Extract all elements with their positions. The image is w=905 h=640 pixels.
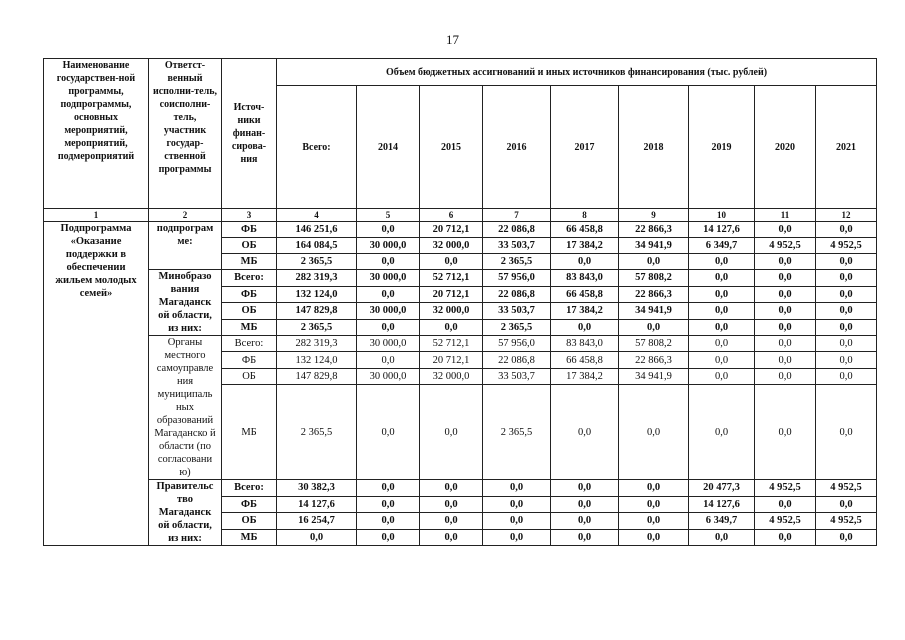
value-year: 0,0 (689, 336, 755, 352)
value-year: 0,0 (551, 529, 619, 546)
value-year: 52 712,1 (420, 270, 483, 287)
value-total: 146 251,6 (277, 222, 357, 238)
col-index: 9 (619, 209, 689, 222)
value-year: 17 384,2 (551, 238, 619, 254)
value-year: 0,0 (755, 270, 816, 287)
value-year: 66 458,8 (551, 222, 619, 238)
value-year: 32 000,0 (420, 368, 483, 384)
col-header-year: 2020 (755, 86, 816, 209)
value-year: 33 503,7 (483, 238, 551, 254)
value-year: 34 941,9 (619, 368, 689, 384)
value-year: 0,0 (420, 480, 483, 497)
table-row (44, 480, 877, 497)
value-year: 30 000,0 (357, 303, 420, 320)
value-year: 0,0 (755, 303, 816, 320)
value-year: 0,0 (357, 480, 420, 497)
col-index: 11 (755, 209, 816, 222)
value-year: 6 349,7 (689, 238, 755, 254)
value-year: 0,0 (357, 222, 420, 238)
funding-source: МБ (222, 319, 277, 336)
subprogram-name: Подпрограмма «Оказание поддержки в обеспечении жильем молодых семей» (44, 222, 149, 546)
value-year: 0,0 (755, 319, 816, 336)
col-index: 12 (816, 209, 877, 222)
value-year: 57 956,0 (483, 336, 551, 352)
value-year: 0,0 (357, 254, 420, 270)
funding-source: Всего: (222, 480, 277, 497)
col-header-year: 2017 (551, 86, 619, 209)
funding-source: ОБ (222, 368, 277, 384)
value-year: 0,0 (755, 529, 816, 546)
funding-source: ФБ (222, 496, 277, 513)
col-header-year: 2018 (619, 86, 689, 209)
value-year: 34 941,9 (619, 238, 689, 254)
value-year: 0,0 (689, 385, 755, 480)
header-row-1 (44, 59, 877, 86)
value-year: 0,0 (689, 319, 755, 336)
responsible-executor: подпрограм ме: (149, 222, 222, 270)
col-header-year: 2019 (689, 86, 755, 209)
value-year: 0,0 (357, 352, 420, 368)
responsible-executor: Правительс тво Магаданск ой области, из них: (149, 480, 222, 546)
value-year: 0,0 (755, 368, 816, 384)
col-index: 3 (222, 209, 277, 222)
funding-source: ФБ (222, 222, 277, 238)
value-year: 0,0 (357, 529, 420, 546)
col-index: 1 (44, 209, 149, 222)
value-year: 20 712,1 (420, 286, 483, 303)
col-header-name: Наименование государствен-ной программы, подпрограммы, основных мероприятий, мероприятий, подмероприятий (44, 59, 149, 209)
value-year: 0,0 (420, 254, 483, 270)
value-total: 164 084,5 (277, 238, 357, 254)
value-year: 0,0 (689, 368, 755, 384)
value-year: 0,0 (816, 319, 877, 336)
value-year: 0,0 (755, 286, 816, 303)
value-year: 14 127,6 (689, 222, 755, 238)
value-year: 22 866,3 (619, 222, 689, 238)
value-year: 0,0 (816, 222, 877, 238)
value-year: 6 349,7 (689, 513, 755, 530)
value-year: 32 000,0 (420, 238, 483, 254)
value-year: 0,0 (551, 496, 619, 513)
value-year: 66 458,8 (551, 286, 619, 303)
value-year: 0,0 (619, 529, 689, 546)
value-year: 0,0 (816, 254, 877, 270)
funding-source: МБ (222, 385, 277, 480)
value-year: 4 952,5 (755, 480, 816, 497)
value-year: 0,0 (619, 480, 689, 497)
col-header-source: Источ-ники финан-сирова-ния (222, 59, 277, 209)
table-row (44, 270, 877, 287)
value-year: 32 000,0 (420, 303, 483, 320)
col-index: 4 (277, 209, 357, 222)
value-year: 0,0 (689, 529, 755, 546)
col-index: 2 (149, 209, 222, 222)
col-header-total: Всего: (277, 86, 357, 209)
value-total: 2 365,5 (277, 254, 357, 270)
page-number: 17 (446, 32, 459, 47)
value-year: 0,0 (689, 286, 755, 303)
value-year: 0,0 (816, 368, 877, 384)
responsible-executor: Органы местного самоуправле ния муниципаль ных образований Магаданско й области (по согласовани ю) (149, 336, 222, 480)
funding-source: ОБ (222, 238, 277, 254)
value-year: 0,0 (357, 286, 420, 303)
value-year: 0,0 (551, 480, 619, 497)
value-year: 0,0 (420, 385, 483, 480)
value-year: 0,0 (619, 319, 689, 336)
value-year: 52 712,1 (420, 336, 483, 352)
value-year: 0,0 (816, 303, 877, 320)
value-year: 0,0 (551, 513, 619, 530)
funding-source: ОБ (222, 513, 277, 530)
value-year: 57 808,2 (619, 336, 689, 352)
value-year: 0,0 (689, 270, 755, 287)
value-year: 22 086,8 (483, 286, 551, 303)
value-year: 30 000,0 (357, 336, 420, 352)
value-total: 132 124,0 (277, 286, 357, 303)
funding-source: ФБ (222, 352, 277, 368)
value-total: 282 319,3 (277, 270, 357, 287)
value-year: 17 384,2 (551, 303, 619, 320)
value-year: 4 952,5 (816, 238, 877, 254)
value-year: 2 365,5 (483, 385, 551, 480)
index-row (44, 209, 877, 222)
value-year: 22 086,8 (483, 352, 551, 368)
value-year: 83 843,0 (551, 270, 619, 287)
col-index: 10 (689, 209, 755, 222)
value-year: 0,0 (816, 385, 877, 480)
value-year: 0,0 (816, 336, 877, 352)
value-year: 0,0 (551, 319, 619, 336)
value-year: 0,0 (619, 496, 689, 513)
value-year: 0,0 (420, 496, 483, 513)
value-year: 20 712,1 (420, 352, 483, 368)
value-year: 0,0 (483, 480, 551, 497)
value-year: 83 843,0 (551, 336, 619, 352)
value-year: 0,0 (755, 385, 816, 480)
value-total: 16 254,7 (277, 513, 357, 530)
value-total: 2 365,5 (277, 319, 357, 336)
value-year: 0,0 (755, 496, 816, 513)
value-year: 17 384,2 (551, 368, 619, 384)
value-year: 0,0 (689, 303, 755, 320)
value-year: 0,0 (483, 529, 551, 546)
funding-source: ОБ (222, 303, 277, 320)
col-header-year: 2014 (357, 86, 420, 209)
value-year: 4 952,5 (816, 480, 877, 497)
value-year: 2 365,5 (483, 254, 551, 270)
col-index: 5 (357, 209, 420, 222)
responsible-executor: Минобразо вания Магаданск ой области, из них: (149, 270, 222, 336)
col-index: 7 (483, 209, 551, 222)
value-year: 33 503,7 (483, 368, 551, 384)
funding-source: Всего: (222, 336, 277, 352)
value-total: 2 365,5 (277, 385, 357, 480)
value-year: 0,0 (357, 319, 420, 336)
value-year: 4 952,5 (755, 238, 816, 254)
value-year: 30 000,0 (357, 368, 420, 384)
value-total: 132 124,0 (277, 352, 357, 368)
value-total: 14 127,6 (277, 496, 357, 513)
value-year: 34 941,9 (619, 303, 689, 320)
col-header-responsible: Ответст-венный исполни-тель, соисполни-тель, участник государ-ственной программы (149, 59, 222, 209)
value-year: 0,0 (816, 529, 877, 546)
value-year: 0,0 (483, 513, 551, 530)
col-index: 6 (420, 209, 483, 222)
funding-source: МБ (222, 529, 277, 546)
value-year: 0,0 (483, 496, 551, 513)
funding-source: Всего: (222, 270, 277, 287)
value-year: 0,0 (357, 385, 420, 480)
value-total: 147 829,8 (277, 368, 357, 384)
value-year: 0,0 (619, 513, 689, 530)
value-year: 0,0 (755, 352, 816, 368)
value-year: 0,0 (420, 529, 483, 546)
value-year: 0,0 (619, 385, 689, 480)
value-year: 4 952,5 (816, 513, 877, 530)
value-year: 33 503,7 (483, 303, 551, 320)
value-year: 20 712,1 (420, 222, 483, 238)
col-header-year: 2015 (420, 86, 483, 209)
value-year: 22 866,3 (619, 352, 689, 368)
value-year: 0,0 (689, 352, 755, 368)
value-total: 282 319,3 (277, 336, 357, 352)
value-year: 0,0 (755, 336, 816, 352)
value-year: 0,0 (551, 385, 619, 480)
value-year: 4 952,5 (755, 513, 816, 530)
value-year: 22 866,3 (619, 286, 689, 303)
value-total: 30 382,3 (277, 480, 357, 497)
value-year: 0,0 (816, 352, 877, 368)
value-year: 0,0 (755, 222, 816, 238)
col-header-year: 2021 (816, 86, 877, 209)
col-header-group: Объем бюджетных ассигнований и иных источников финансирования (тыс. рублей) (277, 59, 877, 86)
value-year: 14 127,6 (689, 496, 755, 513)
value-year: 2 365,5 (483, 319, 551, 336)
value-year: 0,0 (816, 270, 877, 287)
value-year: 66 458,8 (551, 352, 619, 368)
value-total: 0,0 (277, 529, 357, 546)
value-year: 0,0 (357, 496, 420, 513)
value-year: 57 808,2 (619, 270, 689, 287)
budget-table (43, 58, 877, 546)
funding-source: ФБ (222, 286, 277, 303)
value-year: 0,0 (816, 286, 877, 303)
value-total: 147 829,8 (277, 303, 357, 320)
value-year: 0,0 (816, 496, 877, 513)
value-year: 0,0 (420, 319, 483, 336)
col-header-year: 2016 (483, 86, 551, 209)
table-row (44, 336, 877, 352)
value-year: 22 086,8 (483, 222, 551, 238)
value-year: 30 000,0 (357, 238, 420, 254)
value-year: 0,0 (420, 513, 483, 530)
col-index: 8 (551, 209, 619, 222)
table-row (44, 222, 877, 238)
value-year: 20 477,3 (689, 480, 755, 497)
value-year: 30 000,0 (357, 270, 420, 287)
value-year: 0,0 (551, 254, 619, 270)
value-year: 0,0 (357, 513, 420, 530)
value-year: 0,0 (755, 254, 816, 270)
funding-source: МБ (222, 254, 277, 270)
value-year: 0,0 (689, 254, 755, 270)
value-year: 0,0 (619, 254, 689, 270)
value-year: 57 956,0 (483, 270, 551, 287)
